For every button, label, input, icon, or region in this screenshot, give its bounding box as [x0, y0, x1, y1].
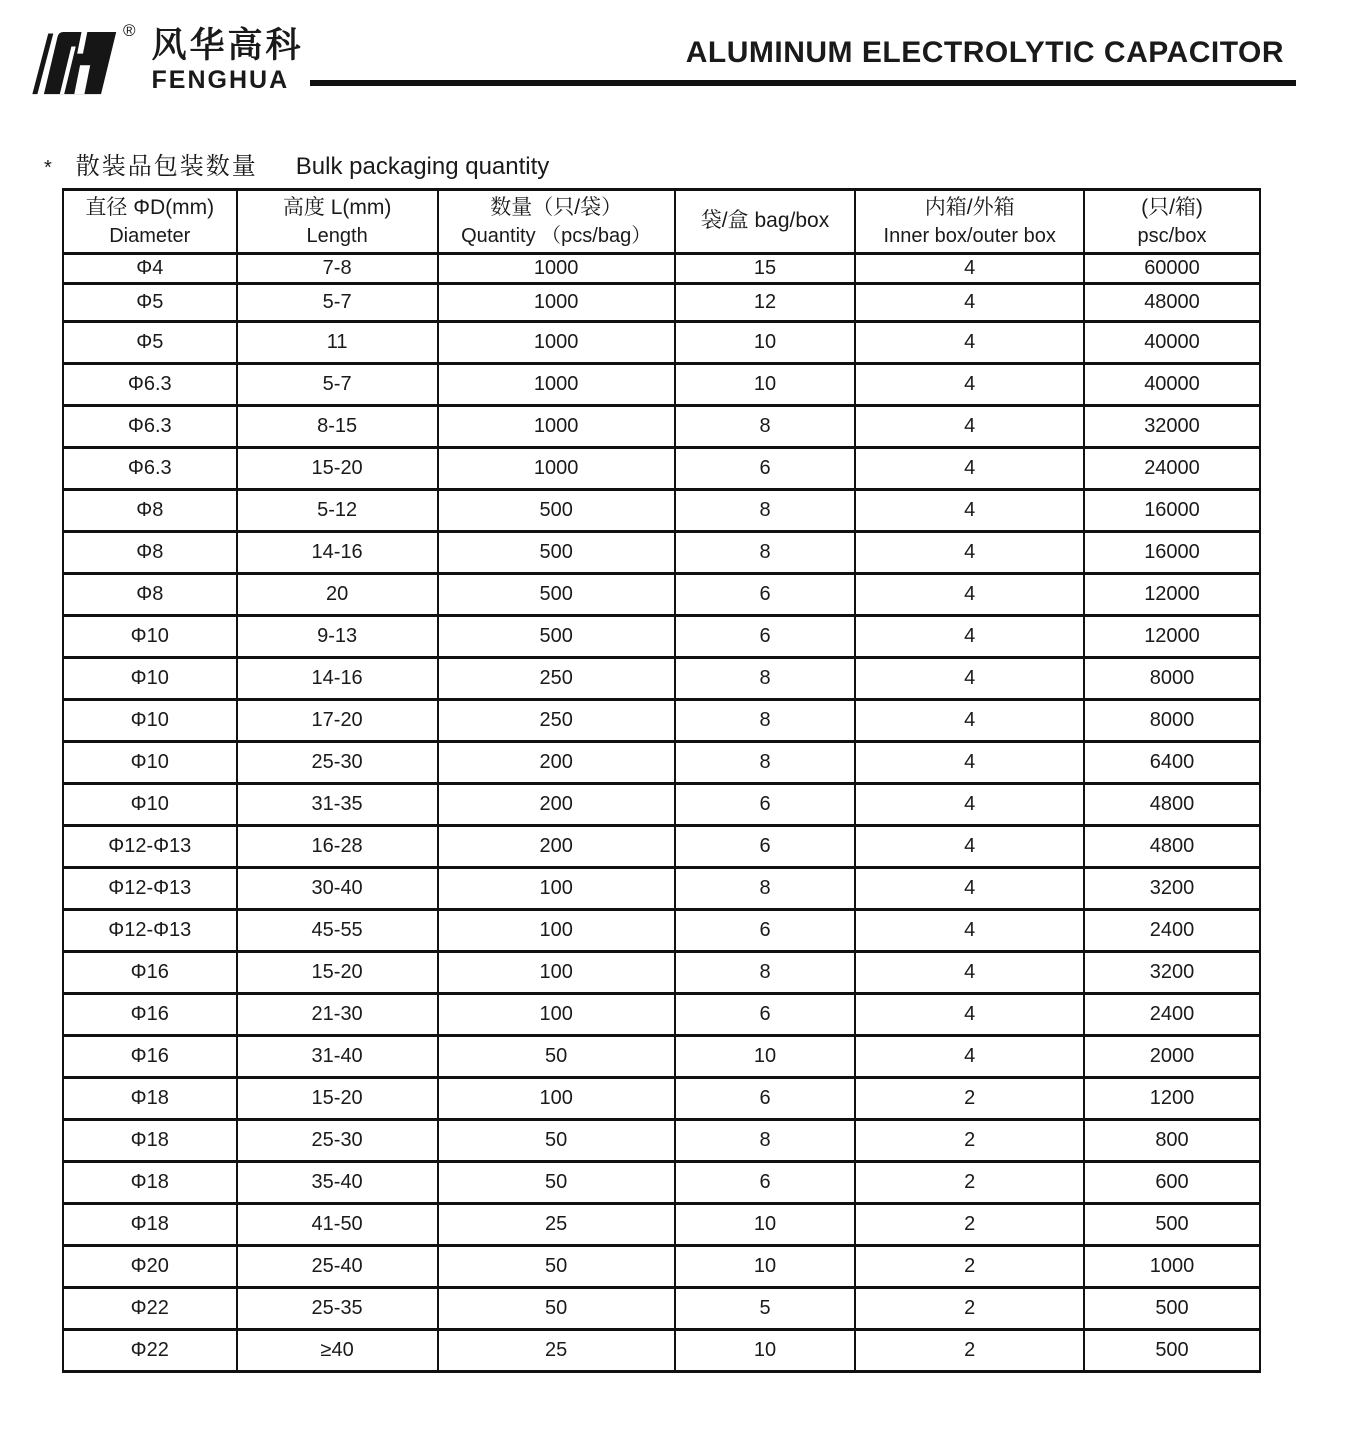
section-heading	[44, 146, 549, 181]
table-cell: 8	[675, 1120, 856, 1162]
table-cell: 200	[438, 784, 675, 826]
table-cell: 8	[675, 742, 856, 784]
table-cell: Φ8	[63, 574, 237, 616]
column-header-inner-outer-box-en: Inner box/outer box	[883, 225, 1056, 248]
table-cell: 12000	[1084, 574, 1260, 616]
table-cell: 2	[855, 1330, 1084, 1372]
column-header-diameter-en: Diameter	[109, 225, 191, 248]
table-cell: 8	[675, 658, 856, 700]
table-cell: 8	[675, 532, 856, 574]
table-cell: Φ16	[63, 1036, 237, 1078]
table-cell: Φ12-Φ13	[63, 910, 237, 952]
table-cell: 15-20	[237, 448, 438, 490]
table-cell: 500	[438, 532, 675, 574]
table-cell: 10	[675, 364, 856, 406]
table-cell: 4	[855, 784, 1084, 826]
column-header-diameter-cn: 直径 ΦD(mm)	[85, 195, 215, 219]
brand-name-cn: 风华高科	[151, 26, 304, 65]
table-row	[63, 658, 1260, 700]
table-cell: 25	[438, 1204, 675, 1246]
table-cell: 10	[675, 322, 856, 364]
table-cell: 1000	[438, 284, 675, 322]
header-divider	[310, 80, 1296, 86]
table-cell: 50	[438, 1036, 675, 1078]
table-cell: ≥40	[237, 1330, 438, 1372]
table-row	[63, 1246, 1260, 1288]
table-cell: 4	[855, 406, 1084, 448]
table-cell: Φ12-Φ13	[63, 826, 237, 868]
table-cell: 31-40	[237, 1036, 438, 1078]
asterisk-marker: *	[44, 157, 52, 179]
column-header-bag-per-box-cn: 袋/盒 bag/box	[700, 209, 830, 233]
table-cell: 8	[675, 868, 856, 910]
table-cell: 50	[438, 1246, 675, 1288]
table-cell: 16000	[1084, 532, 1260, 574]
table-cell: 500	[438, 574, 675, 616]
table-cell: 50	[438, 1120, 675, 1162]
table-cell: 6	[675, 616, 856, 658]
table-cell: Φ22	[63, 1288, 237, 1330]
table-cell: 10	[675, 1204, 856, 1246]
table-cell: 25	[438, 1330, 675, 1372]
table-cell: 2400	[1084, 994, 1260, 1036]
table-cell: 6	[675, 448, 856, 490]
table-cell: 800	[1084, 1120, 1260, 1162]
table-cell: 1000	[1084, 1246, 1260, 1288]
table-cell: Φ10	[63, 616, 237, 658]
column-header-quantity-per-bag	[438, 190, 675, 254]
table-cell: Φ16	[63, 994, 237, 1036]
table-cell: 2	[855, 1288, 1084, 1330]
column-header-pcs-per-box-cn: (只/箱)	[1141, 195, 1203, 219]
table-row	[63, 1204, 1260, 1246]
table-row	[63, 1288, 1260, 1330]
table-cell: 8	[675, 406, 856, 448]
table-cell: 25-35	[237, 1288, 438, 1330]
table-cell: 25-30	[237, 742, 438, 784]
table-cell: 500	[1084, 1330, 1260, 1372]
column-header-quantity-en: Quantity （pcs/bag）	[461, 225, 652, 248]
column-header-length-en: Length	[306, 225, 368, 248]
table-cell: 200	[438, 742, 675, 784]
table-cell: 2	[855, 1078, 1084, 1120]
bulk-packaging-table	[62, 188, 1261, 1373]
table-cell: 3200	[1084, 868, 1260, 910]
table-cell: 100	[438, 994, 675, 1036]
table-row	[63, 490, 1260, 532]
table-cell: 15-20	[237, 1078, 438, 1120]
table-cell: 10	[675, 1036, 856, 1078]
table-cell: Φ18	[63, 1120, 237, 1162]
table-cell: Φ18	[63, 1162, 237, 1204]
table-cell: 6	[675, 784, 856, 826]
table-row	[63, 1078, 1260, 1120]
column-header-pcs-per-box-en: psc/box	[1137, 225, 1207, 248]
table-cell: 16-28	[237, 826, 438, 868]
table-header-row	[63, 190, 1260, 254]
table-cell: 500	[1084, 1288, 1260, 1330]
table-row	[63, 994, 1260, 1036]
table-cell: 41-50	[237, 1204, 438, 1246]
table-row	[63, 742, 1260, 784]
table-cell: 15-20	[237, 952, 438, 994]
table-cell: 60000	[1084, 254, 1260, 284]
table-cell: 8-15	[237, 406, 438, 448]
table-cell: 4	[855, 700, 1084, 742]
table-row	[63, 616, 1260, 658]
table-cell: 1000	[438, 448, 675, 490]
table-cell: 4	[855, 994, 1084, 1036]
table-cell: 4	[855, 910, 1084, 952]
table-cell: 25-40	[237, 1246, 438, 1288]
table-cell: 6	[675, 910, 856, 952]
table-cell: 17-20	[237, 700, 438, 742]
table-cell: 1200	[1084, 1078, 1260, 1120]
table-cell: 1000	[438, 254, 675, 284]
table-cell: 250	[438, 700, 675, 742]
table-cell: 6400	[1084, 742, 1260, 784]
table-cell: 5-7	[237, 284, 438, 322]
table-cell: Φ18	[63, 1078, 237, 1120]
table-row	[63, 826, 1260, 868]
table-cell: Φ4	[63, 254, 237, 284]
table-cell: Φ18	[63, 1204, 237, 1246]
table-cell: 500	[438, 616, 675, 658]
table-cell: 4	[855, 826, 1084, 868]
section-heading-cn: 散装品包装数量	[75, 153, 258, 180]
table-cell: 8	[675, 952, 856, 994]
table-cell: 10	[675, 1246, 856, 1288]
table-row	[63, 284, 1260, 322]
table-row	[63, 952, 1260, 994]
table-cell: Φ10	[63, 742, 237, 784]
table-row	[63, 910, 1260, 952]
section-heading-en: Bulk packaging quantity	[295, 153, 550, 180]
table-cell: Φ8	[63, 532, 237, 574]
table-cell: 6	[675, 1078, 856, 1120]
table-cell: 600	[1084, 1162, 1260, 1204]
column-header-pcs-per-box	[1084, 190, 1260, 254]
page-title: ALUMINUM ELECTROLYTIC CAPACITOR	[685, 36, 1284, 69]
table-cell: 4	[855, 448, 1084, 490]
table-cell: 8000	[1084, 700, 1260, 742]
table-cell: 1000	[438, 364, 675, 406]
table-cell: 500	[438, 490, 675, 532]
table-cell: 1000	[438, 406, 675, 448]
table-cell: 14-16	[237, 658, 438, 700]
table-cell: 24000	[1084, 448, 1260, 490]
table-cell: 3200	[1084, 952, 1260, 994]
table-cell: 50	[438, 1288, 675, 1330]
table-row	[63, 322, 1260, 364]
table-cell: 31-35	[237, 784, 438, 826]
registered-trademark-symbol: ®	[123, 21, 136, 40]
column-header-quantity-cn: 数量（只/袋）	[490, 195, 623, 219]
table-cell: 100	[438, 1078, 675, 1120]
table-cell: 2	[855, 1204, 1084, 1246]
table-cell: 14-16	[237, 532, 438, 574]
table-row	[63, 1330, 1260, 1372]
table-cell: Φ16	[63, 952, 237, 994]
table-cell: 50	[438, 1162, 675, 1204]
table-cell: 2	[855, 1162, 1084, 1204]
table-cell: 5	[675, 1288, 856, 1330]
table-row	[63, 1036, 1260, 1078]
table-cell: 40000	[1084, 364, 1260, 406]
table-cell: Φ12-Φ13	[63, 868, 237, 910]
table-cell: 25-30	[237, 1120, 438, 1162]
table-row	[63, 1120, 1260, 1162]
column-header-diameter	[63, 190, 237, 254]
table-cell: 12000	[1084, 616, 1260, 658]
column-header-length-cn: 高度 L(mm)	[282, 195, 392, 219]
table-cell: 30-40	[237, 868, 438, 910]
table-row	[63, 406, 1260, 448]
table-cell: 2	[855, 1246, 1084, 1288]
table-cell: 2400	[1084, 910, 1260, 952]
table-cell: 6	[675, 994, 856, 1036]
table-cell: 4	[855, 322, 1084, 364]
packaging-table-body	[63, 254, 1260, 1372]
table-cell: 12	[675, 284, 856, 322]
table-cell: Φ8	[63, 490, 237, 532]
table-cell: Φ6.3	[63, 406, 237, 448]
table-row	[63, 448, 1260, 490]
table-cell: 15	[675, 254, 856, 284]
table-cell: 6	[675, 1162, 856, 1204]
table-cell: 8	[675, 490, 856, 532]
table-cell: 4800	[1084, 826, 1260, 868]
table-cell: 35-40	[237, 1162, 438, 1204]
table-cell: 100	[438, 910, 675, 952]
table-cell: 6	[675, 826, 856, 868]
table-cell: 45-55	[237, 910, 438, 952]
table-cell: 40000	[1084, 322, 1260, 364]
table-cell: 10	[675, 1330, 856, 1372]
table-cell: 4	[855, 284, 1084, 322]
table-cell: 4	[855, 616, 1084, 658]
table-cell: 5-7	[237, 364, 438, 406]
table-cell: 4	[855, 1036, 1084, 1078]
table-row	[63, 532, 1260, 574]
table-cell: 4	[855, 742, 1084, 784]
fenghua-logo	[28, 22, 304, 102]
table-cell: 8000	[1084, 658, 1260, 700]
table-cell: 4	[855, 254, 1084, 284]
table-cell: Φ10	[63, 784, 237, 826]
table-cell: 8	[675, 700, 856, 742]
table-cell: 100	[438, 868, 675, 910]
table-cell: 21-30	[237, 994, 438, 1036]
table-cell: Φ6.3	[63, 364, 237, 406]
table-row	[63, 784, 1260, 826]
table-cell: 32000	[1084, 406, 1260, 448]
table-cell: Φ5	[63, 284, 237, 322]
column-header-inner-outer-box-cn: 内箱/外箱	[924, 195, 1015, 219]
table-cell: 4800	[1084, 784, 1260, 826]
table-cell: Φ10	[63, 700, 237, 742]
table-cell: 5-12	[237, 490, 438, 532]
column-header-inner-outer-box	[855, 190, 1084, 254]
table-cell: 16000	[1084, 490, 1260, 532]
table-cell: 4	[855, 490, 1084, 532]
table-row	[63, 364, 1260, 406]
table-cell: 4	[855, 952, 1084, 994]
table-row	[63, 868, 1260, 910]
table-cell: Φ5	[63, 322, 237, 364]
table-cell: 7-8	[237, 254, 438, 284]
table-cell: 6	[675, 574, 856, 616]
fenghua-logo-icon	[28, 22, 122, 102]
table-row	[63, 574, 1260, 616]
table-cell: 4	[855, 532, 1084, 574]
column-header-bag-per-box	[675, 190, 856, 254]
table-cell: 1000	[438, 322, 675, 364]
column-header-length	[237, 190, 438, 254]
table-cell: 48000	[1084, 284, 1260, 322]
table-cell: 4	[855, 574, 1084, 616]
table-cell: Φ20	[63, 1246, 237, 1288]
table-row	[63, 700, 1260, 742]
table-cell: 250	[438, 658, 675, 700]
table-cell: 2000	[1084, 1036, 1260, 1078]
table-cell: 4	[855, 658, 1084, 700]
table-cell: 11	[237, 322, 438, 364]
table-cell: 200	[438, 826, 675, 868]
table-cell: 20	[237, 574, 438, 616]
table-cell: 2	[855, 1120, 1084, 1162]
table-cell: 4	[855, 364, 1084, 406]
table-cell: 9-13	[237, 616, 438, 658]
table-cell: 100	[438, 952, 675, 994]
table-cell: 500	[1084, 1204, 1260, 1246]
table-cell: Φ6.3	[63, 448, 237, 490]
table-cell: Φ10	[63, 658, 237, 700]
table-row	[63, 1162, 1260, 1204]
table-cell: Φ22	[63, 1330, 237, 1372]
table-row	[63, 254, 1260, 284]
brand-name-en: FENGHUA	[151, 66, 290, 94]
table-cell: 4	[855, 868, 1084, 910]
